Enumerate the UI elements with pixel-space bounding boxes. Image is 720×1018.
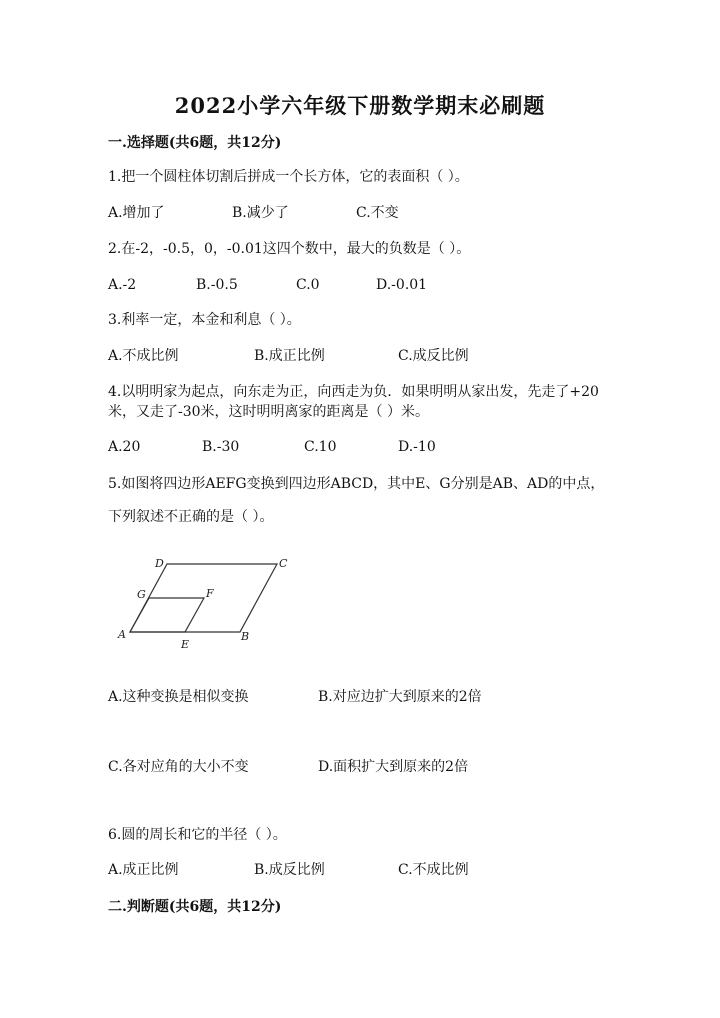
section-2-heading: 二.判断题(共6题，共12分) — [108, 899, 282, 915]
question-5-option-c: C.各对应角的大小不变 — [108, 759, 249, 775]
question-6-stem: 6.圆的周长和它的半径（ ）。 — [108, 827, 287, 843]
question-3-option-c: C.成反比例 — [398, 348, 469, 364]
question-2-option-d: D.-0.01 — [376, 277, 428, 293]
vertex-label-d: D — [155, 557, 164, 570]
question-2-option-a: A.-2 — [108, 277, 137, 293]
question-1-option-b: B.减少了 — [232, 205, 289, 221]
question-4-option-a: A.20 — [108, 439, 141, 455]
section-1-heading: 一.选择题(共6题，共12分) — [108, 135, 282, 151]
question-2-stem: 2.在-2，-0.5，0，-0.01这四个数中，最大的负数是（ ）。 — [108, 241, 471, 257]
question-5-option-a: A.这种变换是相似变换 — [108, 689, 249, 705]
question-4-option-d: D.-10 — [398, 439, 436, 455]
question-3-option-a: A.不成比例 — [108, 348, 179, 364]
question-2-option-b: B.-0.5 — [196, 277, 238, 293]
question-6-option-c: C.不成比例 — [398, 862, 469, 878]
quadrilateral-aefg — [130, 598, 204, 632]
question-5-stem-line-2: 下列叙述不正确的是（ ）。 — [108, 509, 274, 525]
quadrilateral-figure — [110, 550, 300, 655]
vertex-label-c: C — [279, 557, 288, 570]
vertex-label-b: B — [241, 630, 250, 643]
question-4-option-c: C.10 — [304, 439, 337, 455]
vertex-label-f: F — [206, 587, 214, 600]
question-2-option-c: C.0 — [296, 277, 320, 293]
question-3-stem: 3.利率一定，本金和利息（ ）。 — [108, 312, 301, 328]
question-4-stem-line-1: 4.以明明家为起点，向东走为正，向西走为负．如果明明从家出发，先走了+20 — [108, 384, 599, 400]
question-4-stem-line-2: 米，又走了-30米，这时明明离家的距离是（ ）米。 — [108, 404, 429, 420]
question-3-option-b: B.成正比例 — [254, 348, 325, 364]
question-1-stem: 1.把一个圆柱体切割后拼成一个长方体，它的表面积（ ）。 — [108, 169, 469, 185]
question-1-option-c: C.不变 — [356, 205, 399, 221]
vertex-label-a: A — [118, 628, 126, 641]
vertex-label-g: G — [137, 588, 146, 601]
vertex-label-e: E — [181, 638, 190, 651]
question-5-option-b: B.对应边扩大到原来的2倍 — [318, 689, 482, 705]
question-5-option-d: D.面积扩大到原来的2倍 — [318, 759, 469, 775]
question-6-option-a: A.成正比例 — [108, 862, 179, 878]
question-6-option-b: B.成反比例 — [254, 862, 325, 878]
question-5-stem-line-1: 5.如图将四边形AEFG变换到四边形ABCD，其中E、G分别是AB、AD的中点， — [108, 476, 605, 492]
page-title: 2022小学六年级下册数学期末必刷题 — [174, 93, 546, 118]
question-1-option-a: A.增加了 — [108, 205, 165, 221]
question-4-option-b: B.-30 — [202, 439, 240, 455]
